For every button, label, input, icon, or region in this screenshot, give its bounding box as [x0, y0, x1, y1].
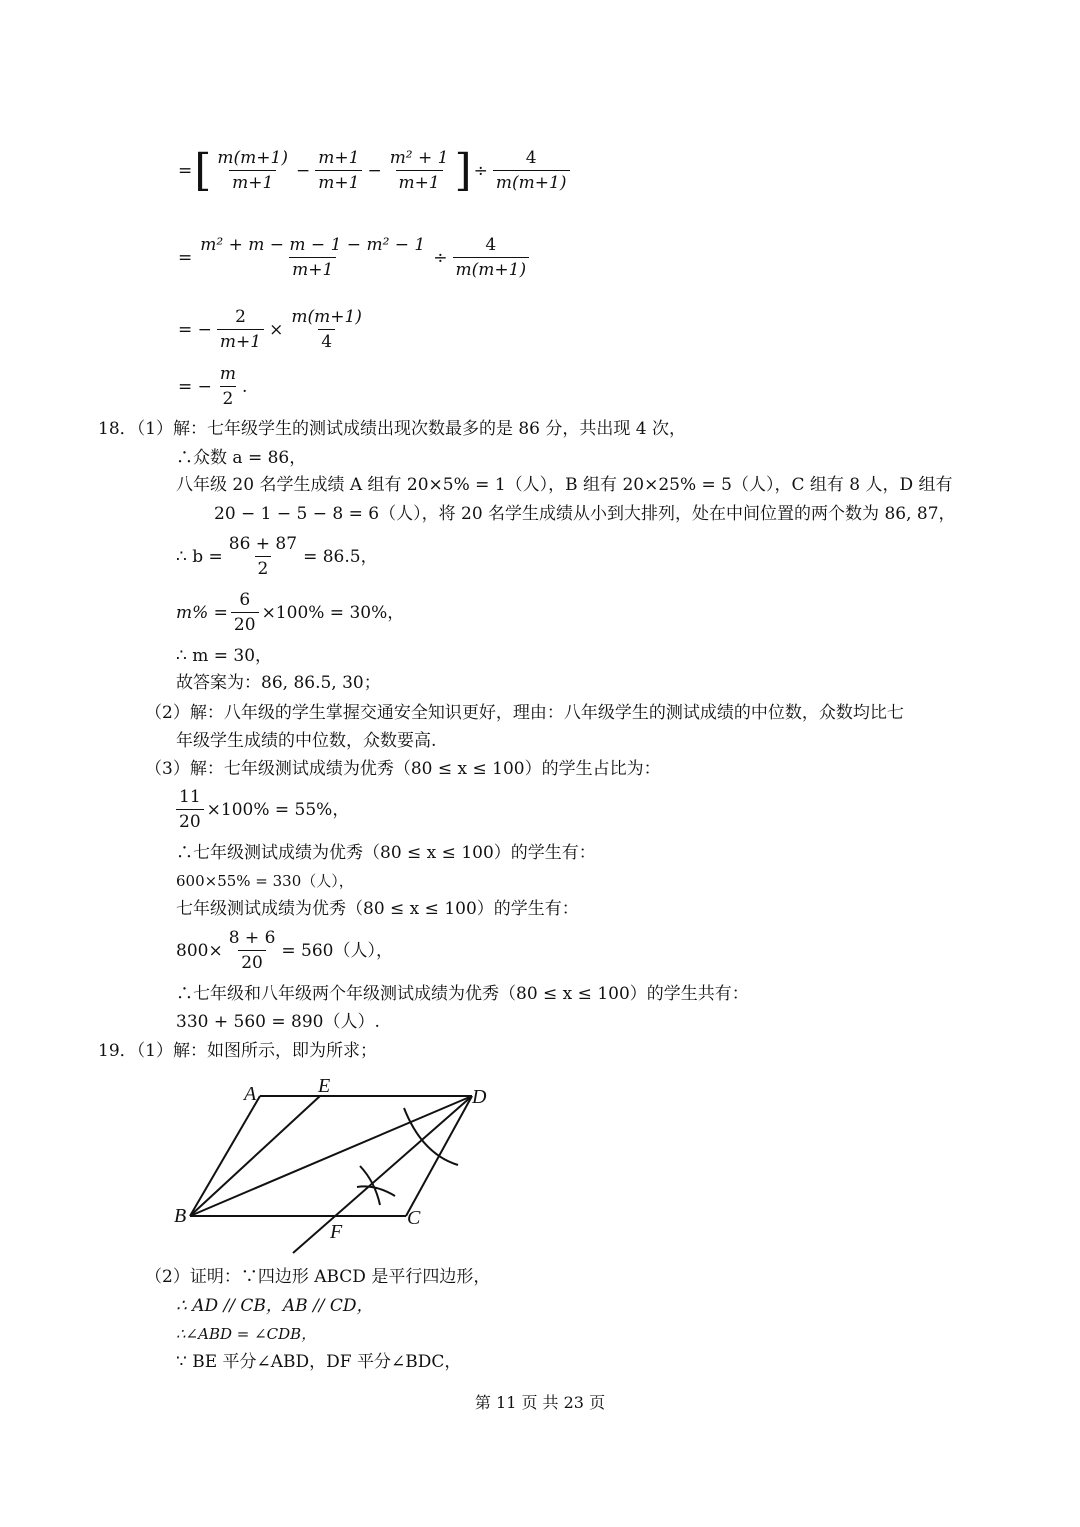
- m-result: ×100% = 30%，: [261, 602, 405, 623]
- numerator: 4: [525, 148, 537, 168]
- label-f: F: [330, 1221, 343, 1243]
- fraction: [217, 364, 239, 409]
- q18-line-17: 330 + 560 = 890（人）.: [176, 1012, 380, 1032]
- q18-b-line: [176, 534, 378, 579]
- numerator: m: [219, 364, 237, 384]
- expr-line-2: [176, 235, 532, 280]
- numerator: m(m+1): [217, 148, 288, 168]
- denominator: m+1: [396, 170, 443, 193]
- q19-part2-line-1: （2）证明：∵四边形 ABCD 是平行四边形，: [145, 1267, 491, 1287]
- denominator: m+1: [289, 257, 336, 280]
- m-label: m% =: [176, 602, 228, 623]
- numerator: 2: [235, 307, 246, 327]
- divide-sign: ÷: [473, 160, 488, 181]
- numerator: m² + 1: [389, 148, 449, 168]
- minus-sign: −: [296, 160, 311, 181]
- segment-ab: [190, 1096, 260, 1216]
- q18-line-4: 20 − 1 − 5 − 8 = 6（人），将 20 名学生成绩从小到大排列，处在中间位置的两个数为 86, 87，: [214, 504, 956, 524]
- left-bracket: [: [194, 144, 212, 196]
- ray-df: [293, 1096, 472, 1253]
- b-label: ∴ b =: [176, 546, 223, 567]
- q18-line-16: ∴七年级和八年级两个年级测试成绩为优秀（80 ≤ x ≤ 100）的学生共有：: [176, 984, 749, 1004]
- numerator: 4: [485, 235, 497, 255]
- times-sign: ×: [269, 319, 284, 340]
- denominator: m+1: [229, 170, 276, 193]
- sum-prefix: 800×: [176, 940, 223, 961]
- label-a: A: [244, 1083, 257, 1105]
- expr-line-3: [176, 307, 368, 352]
- label-b: B: [174, 1205, 187, 1227]
- fraction: [288, 307, 365, 352]
- denominator: m+1: [217, 329, 264, 352]
- label-c: C: [407, 1207, 421, 1229]
- q18-part2-line-2: 年级学生成绩的中位数，众数要高.: [176, 731, 437, 751]
- denominator: m(m+1): [493, 170, 570, 193]
- numerator: m² + m − m − 1 − m² − 1: [200, 235, 426, 255]
- numerator: 6: [239, 590, 251, 610]
- parallelogram-figure: [160, 1070, 520, 1260]
- expr-line-1: [176, 144, 573, 196]
- fraction: [493, 148, 570, 193]
- q19-line-3: ∴ AD // CB，AB // CD，: [176, 1296, 374, 1316]
- denominator: 2: [255, 556, 272, 579]
- fraction: [226, 534, 300, 579]
- numerator: 11: [179, 787, 201, 807]
- q18-line-13: 600×55% = 330（人），: [176, 872, 354, 890]
- equals-sign: = −: [178, 376, 212, 397]
- numerator: m+1: [318, 148, 360, 168]
- figure-labels: [174, 1075, 487, 1243]
- denominator: m(m+1): [453, 257, 530, 280]
- q18-ratio-line: [176, 787, 349, 832]
- q19-line-5: ∵ BE 平分∠ABD，DF 平分∠BDC，: [176, 1352, 462, 1372]
- fraction: [453, 235, 530, 280]
- q18-line-1: 18．（1）解：七年级学生的测试成绩出现次数最多的是 86 分，共出现 4 次，: [98, 419, 687, 439]
- fraction: [387, 148, 452, 193]
- right-bracket: ]: [454, 144, 472, 196]
- fraction: [214, 148, 291, 193]
- period: .: [242, 376, 248, 397]
- q18-line-3: 八年级 20 名学生成绩 A 组有 20×5% = 1（人），B 组有 20×25% = 5（人），C 组有 8 人，D 组有: [176, 475, 953, 495]
- q19-line-4: ∴∠ABD = ∠CDB，: [176, 1325, 317, 1343]
- fraction: [226, 928, 279, 973]
- b-result: = 86.5，: [303, 546, 378, 567]
- equals-sign: =: [178, 247, 193, 268]
- q18-part2-line-1: （2）解：八年级的学生掌握交通安全知识更好，理由：八年级学生的测试成绩的中位数，众数均比七: [145, 703, 904, 723]
- q18-line-12: ∴七年级测试成绩为优秀（80 ≤ x ≤ 100）的学生有：: [176, 843, 596, 863]
- q18-line-7: ∴ m = 30，: [176, 646, 273, 666]
- q18-line-14: 七年级测试成绩为优秀（80 ≤ x ≤ 100）的学生有：: [176, 899, 579, 919]
- denominator: 20: [231, 612, 259, 635]
- q18-line-2: ∴众数 a = 86，: [176, 448, 307, 468]
- numerator: 86 + 87: [228, 534, 298, 554]
- numerator: 8 + 6: [228, 928, 276, 948]
- fraction: [176, 787, 204, 832]
- denominator: 4: [318, 329, 335, 352]
- label-e: E: [318, 1075, 331, 1097]
- numerator: m(m+1): [291, 307, 362, 327]
- minus-sign: −: [367, 160, 382, 181]
- q18-sum-line: [176, 928, 393, 973]
- q18-line-8: 故答案为：86, 86.5, 30；: [176, 673, 381, 693]
- q18-part3-line-1: （3）解：七年级测试成绩为优秀（80 ≤ x ≤ 100）的学生占比为：: [145, 759, 661, 779]
- denominator: m+1: [315, 170, 362, 193]
- segment-be: [190, 1096, 320, 1216]
- sum-result: = 560（人），: [281, 940, 393, 961]
- fraction: [197, 235, 428, 280]
- denominator: 20: [176, 809, 204, 832]
- divide-sign: ÷: [433, 247, 448, 268]
- denominator: 2: [220, 386, 237, 409]
- q18-m-line: [176, 590, 404, 635]
- q19-line-1: 19．（1）解：如图所示，即为所求；: [98, 1041, 377, 1061]
- page-footer: 第 11 页 共 23 页: [474, 1393, 606, 1412]
- label-d: D: [472, 1086, 487, 1108]
- denominator: 20: [238, 950, 266, 973]
- diagonal-bd: [190, 1096, 472, 1216]
- equals-sign: = −: [178, 319, 212, 340]
- expr-line-4: [176, 364, 247, 409]
- equals-sign: =: [178, 160, 193, 181]
- fraction: [217, 307, 264, 352]
- fraction: [231, 590, 259, 635]
- fraction: [315, 148, 362, 193]
- ratio-result: ×100% = 55%，: [206, 799, 350, 820]
